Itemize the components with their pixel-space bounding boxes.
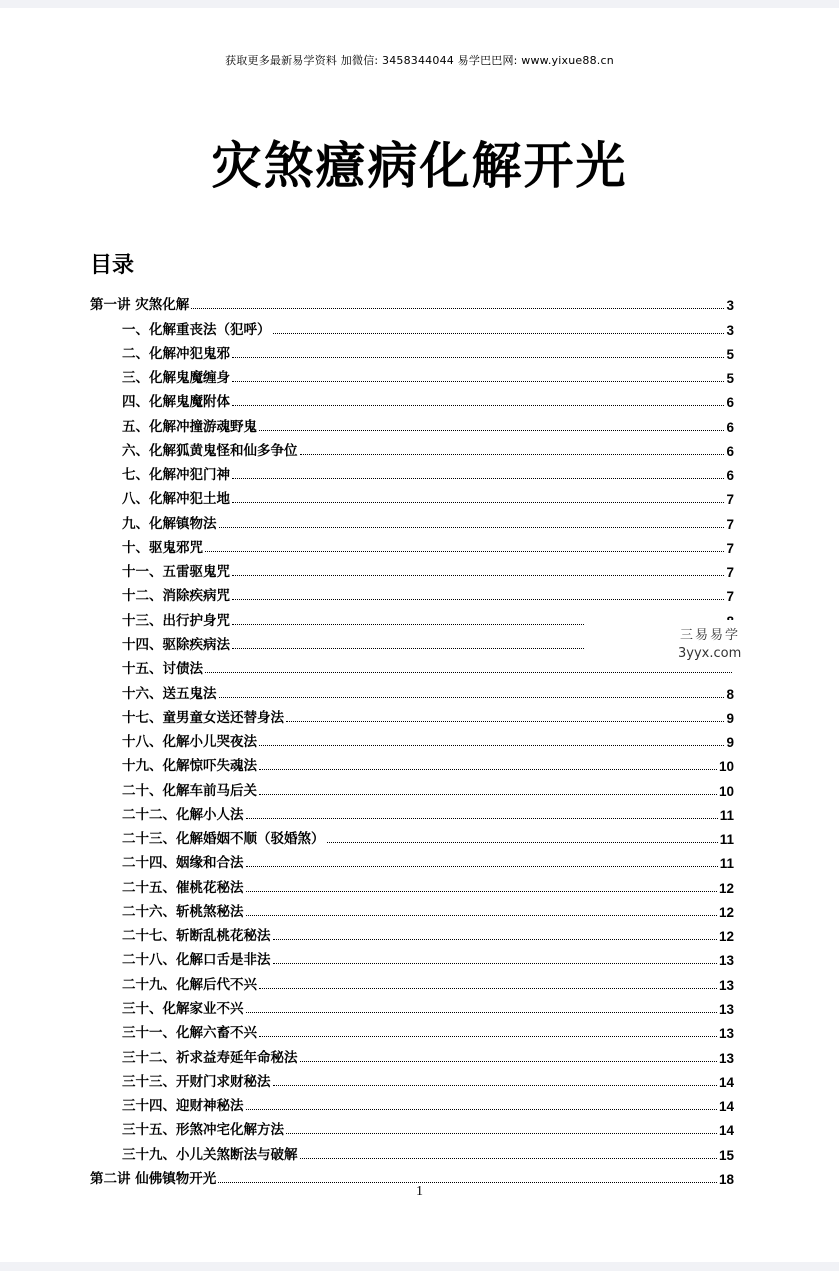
toc-entry-page: 14 [718, 1123, 734, 1139]
toc-entry-page: 6 [726, 443, 734, 459]
toc-entry-label: 三、化解鬼魔缠身 [122, 370, 230, 387]
toc-entry[interactable] [90, 313, 734, 337]
toc-entry-page: 7 [726, 589, 734, 605]
toc-entry[interactable] [90, 435, 734, 459]
toc-entry-page: 7 [726, 565, 734, 581]
toc-entry-page: 14 [718, 1099, 734, 1115]
toc-entry-page: 10 [718, 783, 734, 799]
toc-entry[interactable] [90, 362, 734, 386]
toc-dot-leader [259, 794, 717, 795]
toc-entry-page: 3 [726, 322, 734, 338]
toc-entry-label: 五、化解冲撞游魂野鬼 [122, 418, 257, 435]
toc-entry-page: 6 [726, 419, 734, 435]
toc-entry[interactable] [90, 532, 734, 556]
toc-dot-leader [286, 721, 724, 722]
toc-dot-leader [232, 599, 724, 600]
toc-dot-leader [219, 527, 725, 528]
toc-entry-page: 13 [718, 953, 734, 969]
toc-dot-leader [246, 1012, 717, 1013]
toc-dot-leader [273, 963, 717, 964]
toc-entry-label: 二十七、斩断乱桃花秘法 [122, 928, 271, 945]
toc-entry-label: 十九、化解惊吓失魂法 [122, 758, 257, 775]
toc-dot-leader [300, 1061, 717, 1062]
toc-entry-page: 11 [719, 807, 734, 823]
toc-dot-leader [232, 575, 724, 576]
document-page [0, 8, 839, 1262]
toc-entry-label: 三十、化解家业不兴 [122, 1000, 244, 1017]
toc-entry-page: 7 [726, 516, 734, 532]
toc-dot-leader [259, 745, 724, 746]
toc-entry-label: 二十九、化解后代不兴 [122, 976, 257, 993]
toc-entry-page: 13 [718, 977, 734, 993]
table-of-contents [90, 289, 734, 1187]
toc-entry-label: 三十二、祈求益寿延年命秘法 [122, 1049, 298, 1066]
toc-entry[interactable] [90, 968, 734, 992]
toc-entry-label: 二十八、化解口舌是非法 [122, 952, 271, 969]
toc-entry-label: 二十二、化解小人法 [122, 806, 244, 823]
toc-entry[interactable] [90, 507, 734, 531]
toc-entry[interactable] [90, 847, 734, 871]
toc-entry[interactable] [90, 1066, 734, 1090]
toc-entry[interactable] [90, 774, 734, 798]
toc-entry-page: 14 [718, 1074, 734, 1090]
toc-entry[interactable] [90, 483, 734, 507]
toc-entry[interactable] [90, 1017, 734, 1041]
toc-entry-label: 四、化解鬼魔附体 [122, 394, 230, 411]
toc-dot-leader [300, 454, 725, 455]
toc-dot-leader [232, 502, 724, 503]
toc-entry[interactable] [90, 993, 734, 1017]
toc-entry-label: 九、化解镇物法 [122, 515, 217, 532]
toc-dot-leader [205, 672, 732, 673]
toc-dot-leader [246, 891, 717, 892]
toc-entry-page: 6 [726, 395, 734, 411]
toc-entry-page: 18 [718, 1171, 734, 1187]
toc-entry[interactable] [90, 410, 734, 434]
toc-entry-label: 十七、童男童女送还替身法 [122, 709, 284, 726]
toc-entry-label: 十三、出行护身咒 [122, 612, 230, 629]
toc-entry-page: 13 [718, 1026, 734, 1042]
toc-entry[interactable] [90, 702, 734, 726]
toc-entry[interactable] [90, 580, 734, 604]
toc-entry[interactable] [90, 726, 734, 750]
toc-entry[interactable] [90, 677, 734, 701]
page-number: 1 [416, 1184, 423, 1199]
toc-dot-leader [259, 430, 724, 431]
toc-entry-label: 第二讲 仙佛镇物开光 [90, 1170, 217, 1187]
toc-dot-leader [232, 381, 724, 382]
toc-entry-page: 5 [726, 346, 734, 362]
toc-dot-leader [273, 1085, 717, 1086]
toc-entry[interactable] [90, 871, 734, 895]
toc-entry[interactable] [90, 750, 734, 774]
toc-dot-leader [232, 405, 724, 406]
toc-entry-page: 7 [726, 540, 734, 556]
toc-entry[interactable] [90, 1041, 734, 1065]
toc-entry-label: 十、驱鬼邪咒 [122, 539, 203, 556]
toc-dot-leader [273, 333, 725, 334]
toc-entry-page: 9 [726, 735, 734, 751]
watermark-text: 三易易学 [680, 628, 741, 643]
toc-entry[interactable] [90, 556, 734, 580]
toc-entry-page: 11 [719, 832, 734, 848]
toc-entry-label: 十二、消除疾病咒 [122, 588, 230, 605]
toc-dot-leader [246, 915, 717, 916]
toc-entry-label: 十六、送五鬼法 [122, 685, 217, 702]
watermark [584, 620, 744, 668]
toc-entry[interactable] [90, 920, 734, 944]
toc-entry-page: 11 [719, 856, 734, 872]
watermark-url: 3yyx.com [678, 646, 742, 661]
toc-entry[interactable] [90, 386, 734, 410]
toc-dot-leader [246, 818, 718, 819]
toc-entry-page: 15 [718, 1147, 734, 1163]
toc-entry-label: 三十九、小儿关煞断法与破解 [122, 1146, 298, 1163]
toc-entry-label: 二十三、化解婚姻不顺（驳婚煞） [122, 831, 325, 848]
document-title: 灾煞癔病化解开光 [211, 136, 628, 195]
toc-entry-page: 6 [726, 468, 734, 484]
toc-entry-label: 三十一、化解六畜不兴 [122, 1025, 257, 1042]
toc-entry-page: 8 [726, 686, 734, 702]
toc-entry[interactable] [90, 459, 734, 483]
toc-entry-page: 3 [726, 298, 734, 314]
toc-dot-leader [219, 697, 725, 698]
toc-entry-label: 十一、五雷驱鬼咒 [122, 564, 230, 581]
toc-entry-label: 二十、化解车前马后关 [122, 782, 257, 799]
toc-entry[interactable] [90, 799, 734, 823]
toc-entry-label: 八、化解冲犯土地 [122, 491, 230, 508]
toc-entry-label: 二十五、催桃花秘法 [122, 879, 244, 896]
toc-dot-leader [259, 988, 717, 989]
toc-entry-label: 十五、讨债法 [122, 661, 203, 678]
toc-entry-label: 第一讲 灾煞化解 [90, 297, 190, 314]
toc-dot-leader [218, 1182, 717, 1183]
toc-dot-leader [232, 357, 724, 358]
toc-entry-page: 13 [718, 1050, 734, 1066]
toc-dot-leader [273, 939, 717, 940]
toc-dot-leader [232, 478, 724, 479]
toc-entry-label: 七、化解冲犯门神 [122, 467, 230, 484]
header-note: 获取更多最新易学资料 加微信: 3458344044 易学巴巴网: www.yixue88.cn [225, 54, 614, 67]
toc-entry-label: 二十六、斩桃煞秘法 [122, 903, 244, 920]
toc-entry-label: 十四、驱除疾病法 [122, 636, 230, 653]
toc-entry-label: 六、化解狐黄鬼怪和仙多争位 [122, 442, 298, 459]
toc-entry[interactable] [90, 338, 734, 362]
toc-dot-leader [246, 866, 718, 867]
toc-dot-leader [191, 308, 724, 309]
toc-entry-label: 二十四、姻缘和合法 [122, 855, 244, 872]
toc-entry-page: 12 [718, 904, 734, 920]
toc-entry-label: 一、化解重丧法（犯呼） [122, 321, 271, 338]
toc-entry[interactable] [90, 896, 734, 920]
toc-entry[interactable] [90, 1138, 734, 1162]
toc-entry-page: 5 [726, 371, 734, 387]
toc-entry-page: 12 [718, 880, 734, 896]
toc-entry-label: 十八、化解小儿哭夜法 [122, 734, 257, 751]
toc-entry-page: 13 [718, 1001, 734, 1017]
toc-dot-leader [246, 1109, 717, 1110]
toc-entry[interactable] [90, 289, 734, 313]
toc-entry[interactable] [90, 823, 734, 847]
toc-dot-leader [300, 1158, 717, 1159]
toc-entry-page: 12 [718, 929, 734, 945]
toc-entry-page: 10 [718, 759, 734, 775]
toc-entry[interactable] [90, 1114, 734, 1138]
toc-entry-page: 9 [726, 710, 734, 726]
toc-entry[interactable] [90, 944, 734, 968]
toc-entry[interactable] [90, 1090, 734, 1114]
toc-entry-label: 三十三、开财门求财秘法 [122, 1073, 271, 1090]
toc-heading: 目录 [90, 253, 135, 278]
toc-dot-leader [286, 1133, 717, 1134]
toc-entry-page: 7 [726, 492, 734, 508]
toc-entry-label: 三十四、迎财神秘法 [122, 1098, 244, 1115]
toc-dot-leader [259, 1036, 717, 1037]
toc-entry-label: 二、化解冲犯鬼邪 [122, 345, 230, 362]
toc-dot-leader [205, 551, 724, 552]
toc-entry-label: 三十五、形煞冲宅化解方法 [122, 1122, 284, 1139]
toc-dot-leader [327, 842, 718, 843]
toc-dot-leader [259, 769, 717, 770]
